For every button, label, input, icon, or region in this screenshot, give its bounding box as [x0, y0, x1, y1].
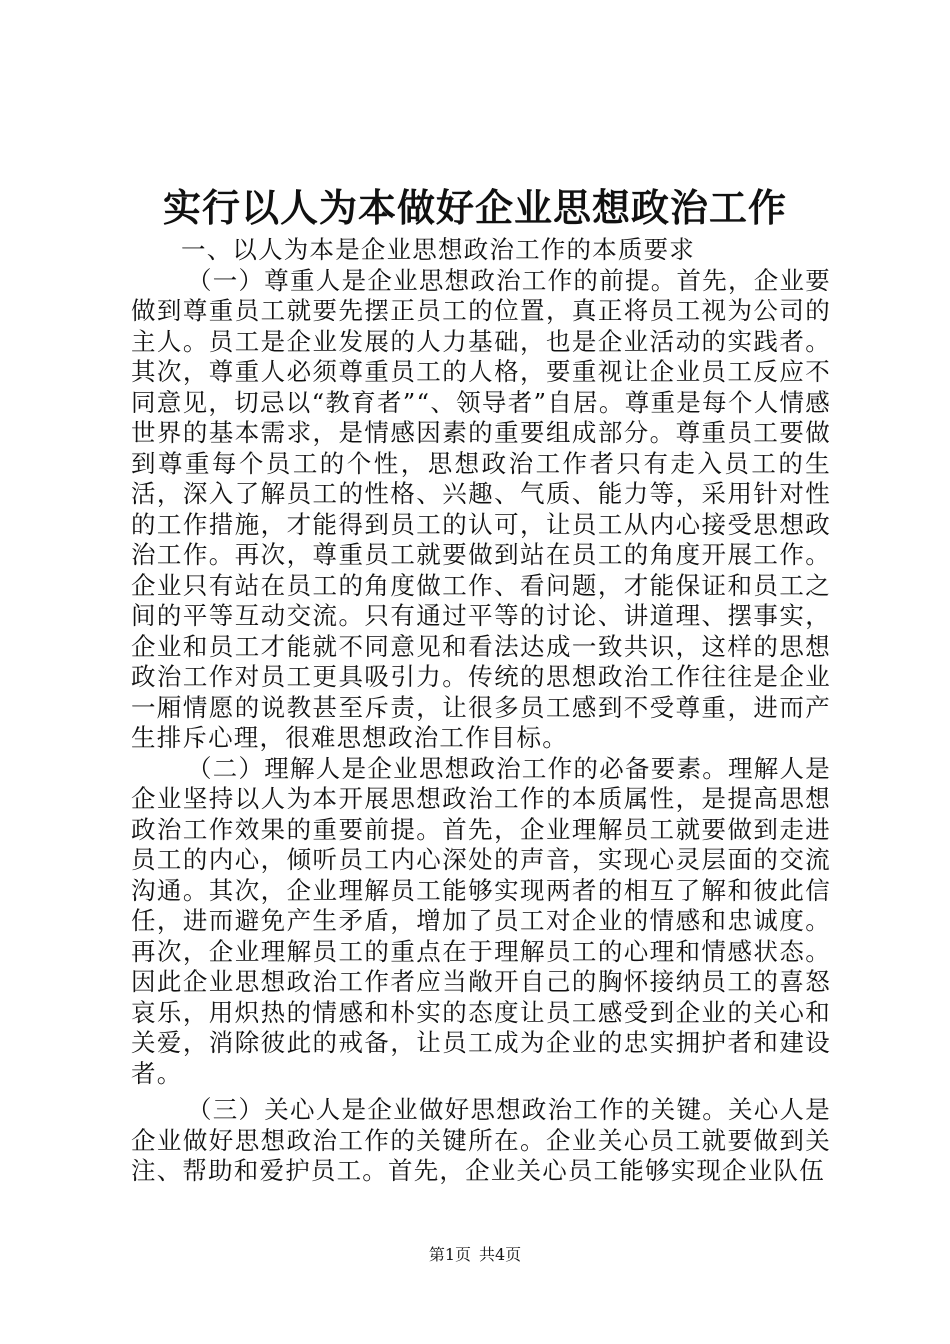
page-number-current: 第1页 [428, 1245, 471, 1264]
paragraph-respect: （一）尊重人是企业思想政治工作的前提。首先，企业要做到尊重员工就要先摆正员工的位置，真正将员工视为公司的主人。员工是企业发展的人力基础，也是企业活动的实践者。其次，尊重人必须尊重员工的人格，要重视让企业员工反应不同意见，切忌以“教育者”“、领导者”自居。尊重是每个人情感世界的基本需求，是情感因素的重要组成部分。尊重员工要做到尊重每个员工的个性，思想政治工作者只有走入员工的生活，深入了解员工的性格、兴趣、气质、能力等，采用针对性的工作措施，才能得到员工的认可，让员工从内心接受思想政治工作。再次，尊重员工就要做到站在员工的角度开展工作。企业只有站在员工的角度做工作、看问题，才能保证和员工之间的平等互动交流。只有通过平等的讨论、讲道理、摆事实，企业和员工才能就不同意见和看法达成一致共识，这样的思想政治工作对员工更具吸引力。传统的思想政治工作往往是企业一厢情愿的说教甚至斥责，让很多员工感到不受尊重，进而产生排斥心理，很难思想政治工作目标。 [131, 265, 831, 752]
section-heading: 一、以人为本是企业思想政治工作的本质要求 [181, 235, 695, 264]
page-number-total: 共4页 [479, 1245, 522, 1264]
document-body [131, 235, 831, 1187]
document-title: 实行以人为本做好企业思想政治工作 [162, 185, 787, 230]
page-footer [0, 1245, 950, 1265]
paragraph-care: （三）关心人是企业做好思想政治工作的关键。关心人是企业做好思想政治工作的关键所在。企业关心员工就要做到关注、帮助和爱护员工。首先，企业关心员工能够实现企业队伍 [131, 1095, 831, 1185]
paragraph-understand: （二）理解人是企业思想政治工作的必备要素。理解人是企业坚持以人为本开展思想政治工作的本质属性，是提高思想政治工作效果的重要前提。首先，企业理解员工就要做到走进员工的内心，倾听员工内心深处的声音，实现心灵层面的交流沟通。其次，企业理解员工能够实现两者的相互了解和彼此信任，进而避免产生矛盾，增加了员工对企业的情感和忠诚度。再次，企业理解员工的重点在于理解员工的心理和情感状态。因此企业思想政治工作者应当敞开自己的胸怀接纳员工的喜怒哀乐，用炽热的情感和朴实的态度让员工感受到企业的关心和关爱，消除彼此的戒备，让员工成为企业的忠实拥护者和建设者。 [131, 753, 831, 1088]
